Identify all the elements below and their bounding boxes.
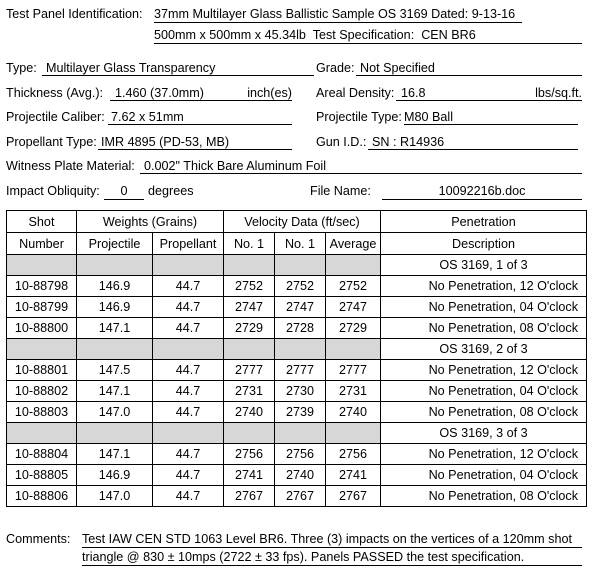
projectile-weight: 147.5 [77, 360, 153, 381]
thickness-number: 1.460 (37.0mm) [115, 86, 204, 100]
col-shot-header: Shot [7, 211, 77, 233]
shaded-cell [153, 339, 224, 360]
velocity-average: 2777 [326, 360, 381, 381]
velocity-average: 2752 [326, 276, 381, 297]
velocity-1: 2731 [224, 381, 275, 402]
shot-number: 10-88798 [7, 276, 77, 297]
propellant-weight: 44.7 [153, 486, 224, 507]
velocity-1: 2747 [224, 297, 275, 318]
shaded-cell [275, 339, 326, 360]
obliquity-unit: degrees [148, 184, 194, 198]
col-projectile-header: Projectile [77, 233, 153, 255]
shaded-cell [7, 423, 77, 444]
thickness-value [110, 86, 292, 101]
col-description-header: Description [381, 233, 587, 255]
shaded-cell [7, 255, 77, 276]
propellant-weight: 44.7 [153, 444, 224, 465]
col-no1b-header: No. 1 [275, 233, 326, 255]
projectile-weight: 146.9 [77, 465, 153, 486]
panel-dimensions [154, 28, 476, 43]
table-row [7, 402, 587, 423]
table-row [7, 486, 587, 507]
velocity-2: 2767 [275, 486, 326, 507]
velocity-2: 2777 [275, 360, 326, 381]
projectile-weight: 147.0 [77, 402, 153, 423]
projectile-weight: 146.9 [77, 276, 153, 297]
table-row [7, 381, 587, 402]
shot-number: 10-88806 [7, 486, 77, 507]
grade-value: Not Specified [356, 61, 582, 76]
table-row [7, 465, 587, 486]
shot-number: 10-88801 [7, 360, 77, 381]
velocity-1: 2740 [224, 402, 275, 423]
velocity-2: 2752 [275, 276, 326, 297]
propellant-weight: 44.7 [153, 318, 224, 339]
shaded-cell [153, 423, 224, 444]
ballistic-data-table [6, 210, 587, 507]
penetration-description: No Penetration, 08 O'clock [381, 486, 587, 507]
table-row [7, 318, 587, 339]
projectile-weight: 147.0 [77, 486, 153, 507]
velocity-2: 2739 [275, 402, 326, 423]
areal-density-number: 16.8 [401, 86, 426, 100]
shot-number: 10-88805 [7, 465, 77, 486]
shaded-cell [275, 423, 326, 444]
penetration-description: No Penetration, 08 O'clock [381, 402, 587, 423]
group-header-row [7, 423, 587, 444]
velocity-1: 2729 [224, 318, 275, 339]
areal-density-value [396, 86, 582, 101]
propellant-weight: 44.7 [153, 297, 224, 318]
file-name-value: 10092216b.doc [382, 184, 582, 200]
propellant-label: Propellant Type: [6, 135, 97, 149]
grade-label: Grade: [316, 61, 355, 75]
velocity-average: 2731 [326, 381, 381, 402]
velocity-1: 2756 [224, 444, 275, 465]
propellant-value: IMR 4895 (PD-53, MB) [98, 135, 292, 150]
shot-number: 10-88803 [7, 402, 77, 423]
table-row [7, 297, 587, 318]
header-row-2 [7, 233, 587, 255]
group-label: OS 3169, 1 of 3 [381, 255, 587, 276]
velocity-2: 2747 [275, 297, 326, 318]
col-number-header: Number [7, 233, 77, 255]
propellant-weight: 44.7 [153, 465, 224, 486]
header-underline [154, 43, 582, 44]
propellant-weight: 44.7 [153, 381, 224, 402]
propellant-weight: 44.7 [153, 402, 224, 423]
file-name-label: File Name: [310, 184, 371, 198]
thickness-label: Thickness (Avg.): [6, 86, 104, 100]
gun-id-label: Gun I.D.: [316, 135, 367, 149]
shaded-cell [224, 339, 275, 360]
type-value: Multilayer Glass Transparency [42, 61, 314, 76]
velocity-average: 2747 [326, 297, 381, 318]
penetration-description: No Penetration, 04 O'clock [381, 297, 587, 318]
shaded-cell [153, 255, 224, 276]
test-spec-value: CEN BR6 [421, 28, 476, 42]
col-velocity-header: Velocity Data (ft/sec) [224, 211, 381, 233]
propellant-weight: 44.7 [153, 276, 224, 297]
propellant-weight: 44.7 [153, 360, 224, 381]
comments-line-2: triangle @ 830 ± 10mps (2722 ± 33 fps). Panels PASSED the test specification. [82, 550, 582, 566]
type-label: Type: [6, 61, 37, 75]
velocity-2: 2756 [275, 444, 326, 465]
projectile-weight: 147.1 [77, 318, 153, 339]
velocity-2: 2730 [275, 381, 326, 402]
witness-plate-label: Witness Plate Material: [6, 159, 135, 173]
velocity-1: 2752 [224, 276, 275, 297]
group-header-row [7, 339, 587, 360]
projectile-weight: 147.1 [77, 444, 153, 465]
areal-density-unit: lbs/sq.ft. [535, 86, 582, 100]
shaded-cell [7, 339, 77, 360]
velocity-2: 2728 [275, 318, 326, 339]
witness-plate-value: 0.002" Thick Bare Aluminum Foil [140, 159, 582, 174]
shaded-cell [326, 339, 381, 360]
col-no1a-header: No. 1 [224, 233, 275, 255]
table-row [7, 276, 587, 297]
caliber-label: Projectile Caliber: [6, 110, 105, 124]
obliquity-label: Impact Obliquity: [6, 184, 100, 198]
comments-label: Comments: [6, 532, 71, 546]
velocity-average: 2741 [326, 465, 381, 486]
shot-number: 10-88804 [7, 444, 77, 465]
shaded-cell [77, 339, 153, 360]
panel-id-label: Test Panel Identification: [6, 7, 143, 21]
group-label: OS 3169, 3 of 3 [381, 423, 587, 444]
velocity-average: 2729 [326, 318, 381, 339]
comments-line-1: Test IAW CEN STD 1063 Level BR6. Three (3) impacts on the vertices of a 120mm shot [82, 532, 582, 548]
shot-number: 10-88800 [7, 318, 77, 339]
projectile-type-label: Projectile Type: [316, 110, 402, 124]
shaded-cell [224, 255, 275, 276]
penetration-description: No Penetration, 12 O'clock [381, 360, 587, 381]
velocity-1: 2741 [224, 465, 275, 486]
col-average-header: Average [326, 233, 381, 255]
col-propellant-header: Propellant [153, 233, 224, 255]
shaded-cell [77, 255, 153, 276]
shot-number: 10-88799 [7, 297, 77, 318]
areal-density-label: Areal Density: [316, 86, 395, 100]
col-penetration-header: Penetration [381, 211, 587, 233]
caliber-value: 7.62 x 51mm [108, 110, 292, 125]
col-weights-header: Weights (Grains) [77, 211, 224, 233]
dimensions-text: 500mm x 500mm x 45.34lb [154, 28, 306, 42]
obliquity-value: 0 [104, 184, 144, 200]
projectile-weight: 147.1 [77, 381, 153, 402]
penetration-description: No Penetration, 04 O'clock [381, 381, 587, 402]
penetration-description: No Penetration, 08 O'clock [381, 318, 587, 339]
group-header-row [7, 255, 587, 276]
table-row [7, 444, 587, 465]
velocity-1: 2777 [224, 360, 275, 381]
velocity-2: 2740 [275, 465, 326, 486]
velocity-average: 2740 [326, 402, 381, 423]
projectile-weight: 146.9 [77, 297, 153, 318]
thickness-unit: inch(es) [247, 86, 292, 100]
penetration-description: No Penetration, 12 O'clock [381, 276, 587, 297]
shaded-cell [224, 423, 275, 444]
group-label: OS 3169, 2 of 3 [381, 339, 587, 360]
test-spec-label: Test Specification: [312, 28, 415, 42]
header-row-1 [7, 211, 587, 233]
table-row [7, 360, 587, 381]
gun-id-value: SN : R14936 [368, 135, 578, 150]
projectile-type-value: M80 Ball [404, 110, 578, 125]
shaded-cell [326, 423, 381, 444]
shaded-cell [326, 255, 381, 276]
panel-id-value: 37mm Multilayer Glass Ballistic Sample OS 3169 Dated: 9-13-16 [154, 7, 522, 23]
velocity-average: 2756 [326, 444, 381, 465]
shaded-cell [275, 255, 326, 276]
shaded-cell [77, 423, 153, 444]
penetration-description: No Penetration, 04 O'clock [381, 465, 587, 486]
shot-number: 10-88802 [7, 381, 77, 402]
velocity-1: 2767 [224, 486, 275, 507]
velocity-average: 2767 [326, 486, 381, 507]
penetration-description: No Penetration, 12 O'clock [381, 444, 587, 465]
